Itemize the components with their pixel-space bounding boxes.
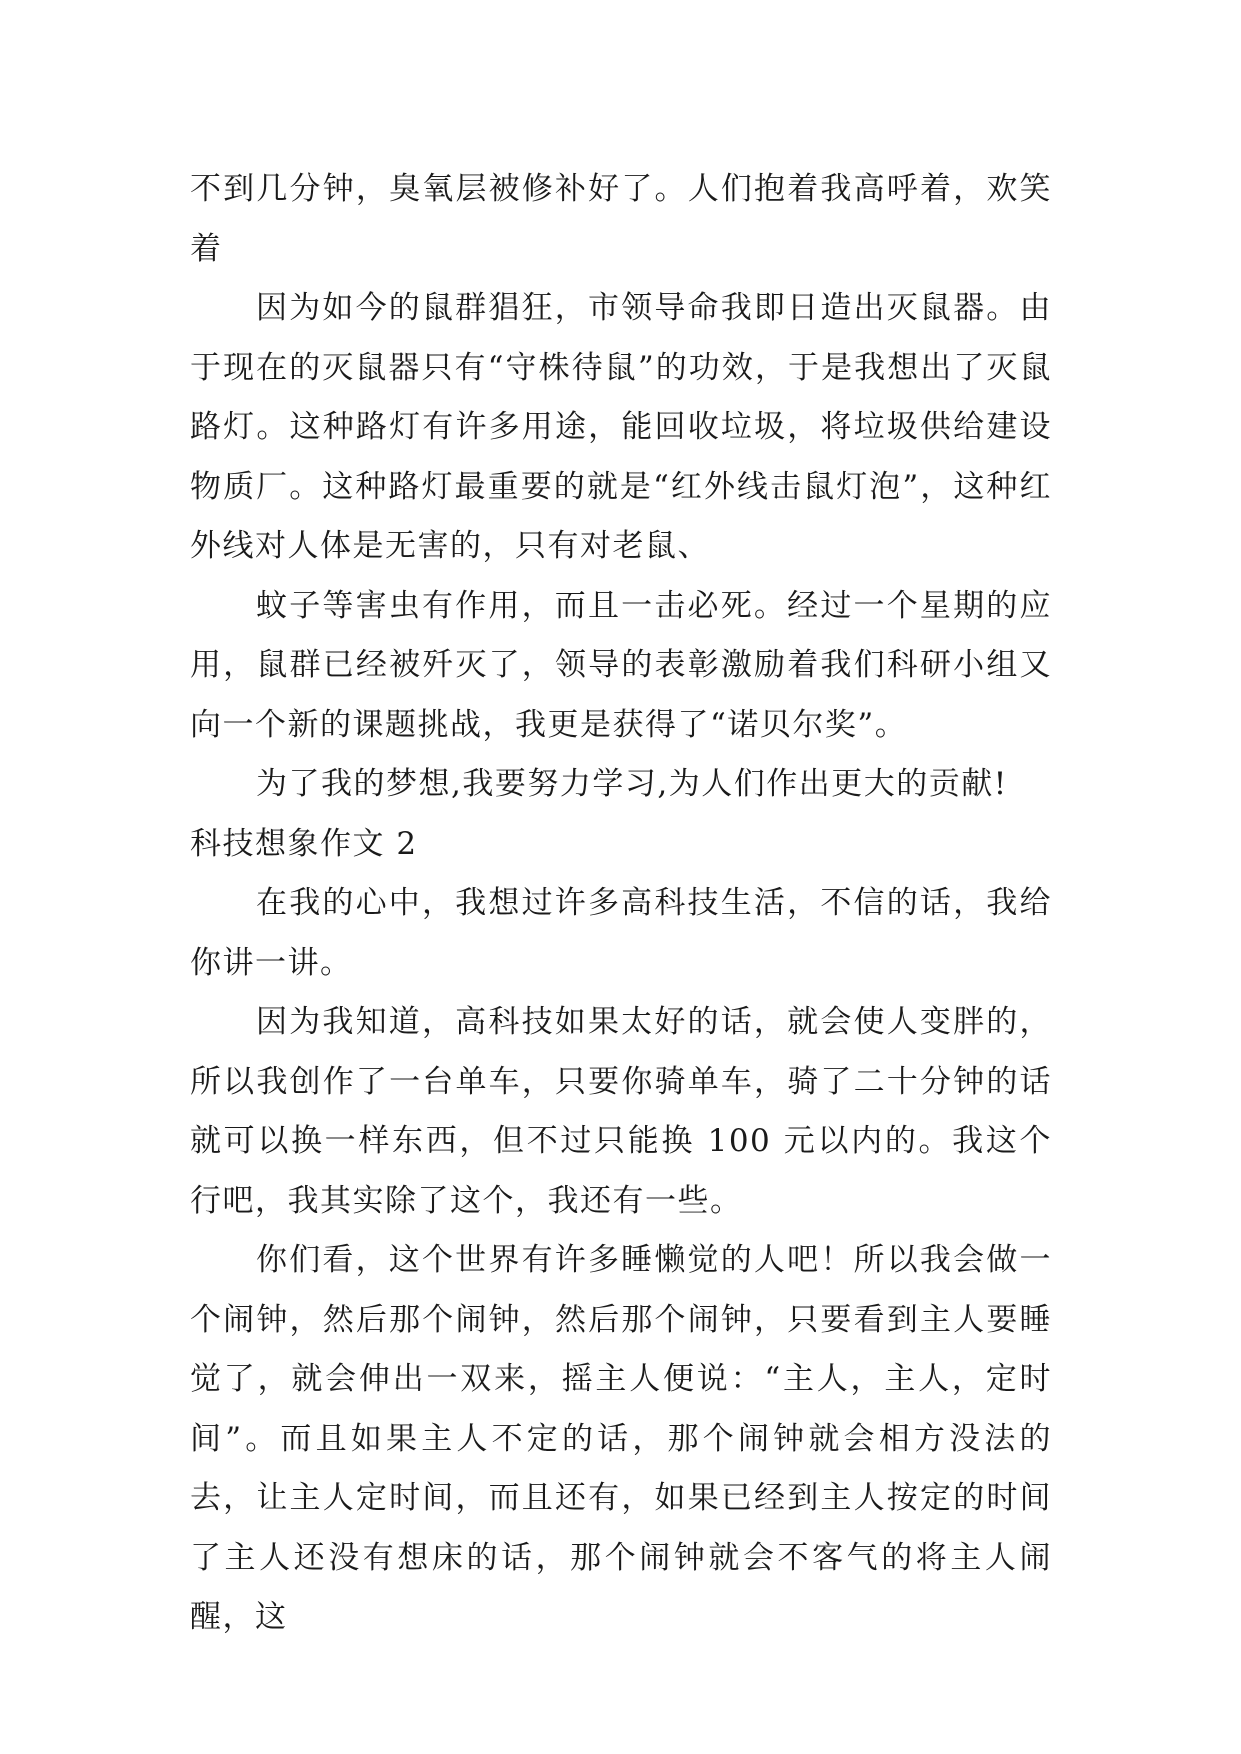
paragraph-5: 在我的心中，我想过许多高科技生活，不信的话，我给你讲一讲。 xyxy=(190,885,1052,981)
paragraph-4: 为了我的梦想,我要努力学习,为人们作出更大的贡献! xyxy=(256,766,1008,802)
paragraph-2: 因为如今的鼠群猖狂，市领导命我即日造出灭鼠器。由于现在的灭鼠器只有“守株待鼠”的功效，于是我想出了灭鼠路灯。这种路灯有许多用途，能回收垃圾，将垃圾供给建设物质厂。这种路灯最重要的就是“红外线击鼠灯泡”，这种红外线对人体是无害的，只有对老鼠、 xyxy=(190,290,1052,564)
paragraph-1: 不到几分钟，臭氧层被修补好了。人们抱着我高呼着，欢笑着 xyxy=(190,171,1052,267)
paragraph-6: 因为我知道，高科技如果太好的话，就会使人变胖的，所以我创作了一台单车，只要你骑单车，骑了二十分钟的话就可以换一样东西，但不过只能换 100 元以内的。我这个行吧，我其实除了这个，我还有一些。 xyxy=(190,1004,1052,1219)
section-heading: 科技想象作文 2 xyxy=(190,825,418,862)
paragraph-7: 你们看，这个世界有许多睡懒觉的人吧！所以我会做一个闹钟，然后那个闹钟，然后那个闹钟，只要看到主人要睡觉了，就会伸出一双来，摇主人便说：“主人，主人，定时间”。而且如果主人不定的话，那个闹钟就会相方没法的去，让主人定时间，而且还有，如果已经到主人按定的时间了主人还没有想床的话，那个闹钟就会不客气的将主人闹醒，这 xyxy=(190,1242,1052,1635)
paragraph-3: 蚊子等害虫有作用，而且一击必死。经过一个星期的应用，鼠群已经被歼灭了，领导的表彰激励着我们科研小组又向一个新的课题挑战，我更是获得了“诺贝尔奖”。 xyxy=(190,587,1052,743)
document-body xyxy=(190,160,1052,1648)
